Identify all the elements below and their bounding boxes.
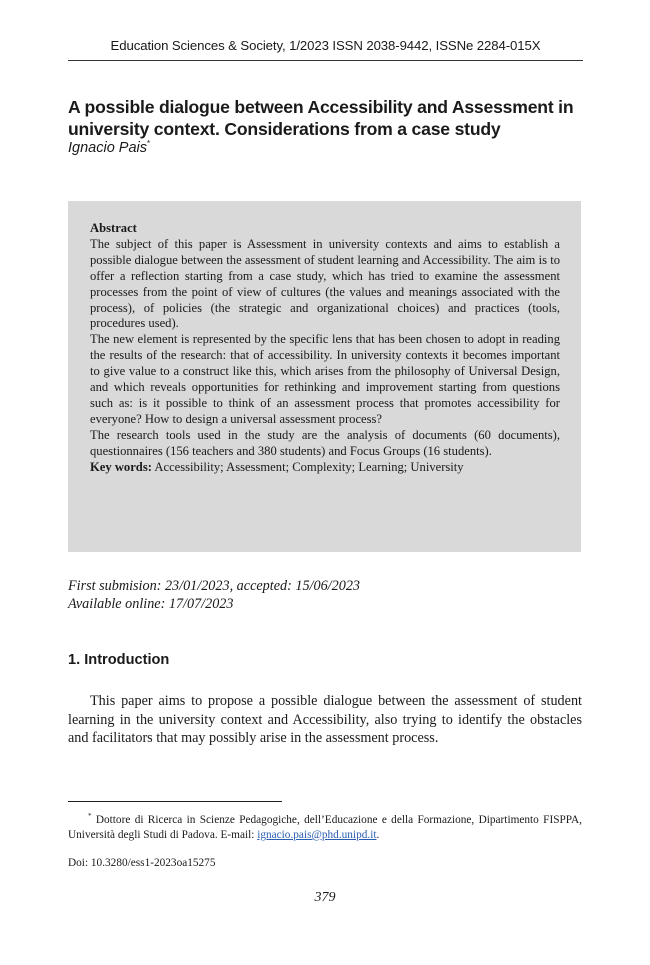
author-line [68,139,150,156]
email-link[interactable]: ignacio.pais@phd.unipd.it [257,828,377,841]
abstract-paragraph-3: The research tools used in the study are the analysis of documents (60 documents), questionnaires (156 teachers and 380 students) and Focus Groups (16 students). [90,427,560,458]
online-date: Available online: 17/07/2023 [68,596,234,612]
abstract-paragraph-2: The new element is represented by the specific lens that has been chosen to adopt in reading the results of the research: that of accessibility. In university contexts it becomes important to give value to a construct like this, which arises from the philosophy of Universal Design, and which reveals opportunities for rethinking and improvement starting from questions such as: is it possible to think of an assessment process that promotes accessibility for everyone? How to design a universal assessment process? [90,332,560,426]
abstract-paragraph-1: The subject of this paper is Assessment in university contexts and aims to establish a possible dialogue between the assessment of student learning and Accessibility. The aim is to offer a reflection starting from a case study, which has tried to examine the assessment processes from the point of view of cultures (the values and meanings associated with the process), of policies (the strategic and organizational choices) and practices (tools, procedures used). [90,236,560,331]
footnote-mark: * [88,812,92,820]
footnote-rule [68,801,282,802]
abstract-heading: Abstract [90,221,137,235]
footnote [68,809,582,843]
author-footnote-mark: * [147,139,151,148]
footnote-end: . [376,828,380,841]
article-title: A possible dialogue between Accessibility and Assessment in university context. Considerations from a case study [68,97,574,139]
intro-paragraph: This paper aims to propose a possible dialogue between the assessment of student learning in the university context and Accessibility, also trying to identify the obstacles and facilitators that may possibly arise in the assessment process. [68,693,582,747]
abstract-box [68,201,581,552]
header-rule [68,60,583,61]
keywords-line [90,460,560,476]
running-header: Education Sciences & Society, 1/2023 ISSN 2038-9442, ISSNe 2284-015X [110,38,541,53]
footnote-text: Dottore di Ricerca in Scienze Pedagogiche, dell’Educazione e della Formazione, Dipartimento FISPPA, Università degli Studi di Padova. E-mail: [68,813,582,841]
section-heading: 1. Introduction [68,652,170,668]
doi: Doi: 10.3280/ess1-2023oa15275 [68,857,216,869]
page-number: 379 [314,890,336,905]
publication-dates [68,577,360,613]
author-name: Ignacio Pais [68,139,147,156]
keywords-list: Accessibility; Assessment; Complexity; Learning; University [154,459,464,474]
submission-date: First submision: 23/01/2023, accepted: 15/06/2023 [68,578,361,594]
keywords-label: Key words: [90,459,152,474]
